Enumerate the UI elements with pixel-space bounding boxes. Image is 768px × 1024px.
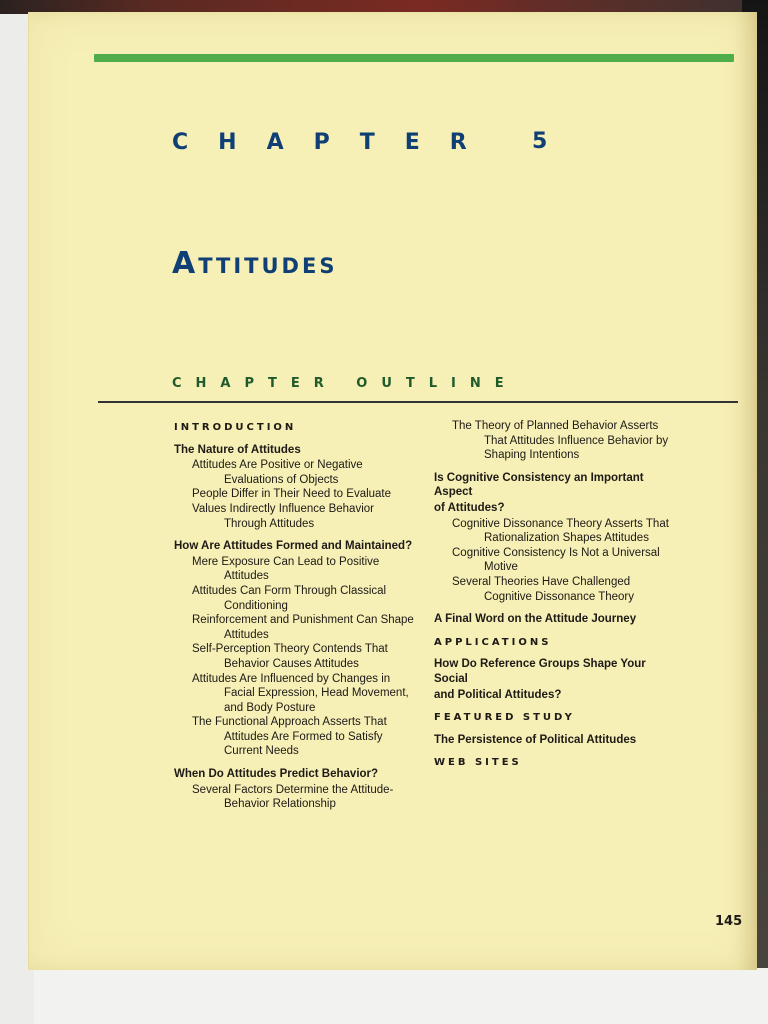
outline-subentry: Cognitive Consistency Is Not a Universal (452, 546, 660, 559)
outline-subentry-continuation: and Body Posture (224, 701, 316, 714)
chapter-outline-heading: CHAPTER OUTLINE (172, 376, 518, 391)
outline-subentry-continuation: Current Needs (224, 745, 299, 758)
scan-bottom-margin (34, 968, 768, 1024)
green-rule (94, 54, 734, 62)
outline-heading-entry: The Nature of Attitudes (174, 443, 301, 456)
outline-spacer (174, 531, 424, 539)
outline-divider (98, 401, 738, 403)
outline-subentry-continuation: Behavior Relationship (224, 798, 336, 811)
chapter-title: Attitudes (172, 246, 338, 281)
outline-subentry-continuation: Rationalization Shapes Attitudes (484, 532, 649, 545)
outline-subentry: The Functional Approach Asserts That (192, 716, 387, 729)
outline-spacer (434, 748, 674, 756)
outline-subentry-continuation: Attitudes (224, 628, 269, 641)
outline-subentry-continuation: Conditioning (224, 599, 288, 612)
outline-subentry-continuation: Cognitive Dissonance Theory (484, 590, 635, 603)
outline-spacer (174, 759, 424, 767)
outline-subentry: Mere Exposure Can Lead to Positive (192, 555, 380, 568)
outline-subentry: Attitudes Are Positive or Negative (192, 459, 363, 472)
outline-subentry-continuation: Attitudes (224, 570, 269, 583)
outline-subentry-continuation: Attitudes Are Formed to Satisfy (224, 730, 383, 743)
chapter-letter: E (404, 130, 420, 155)
outline-column-left (174, 421, 424, 812)
outline-subentry: Several Theories Have Challenged (452, 575, 631, 588)
outline-spacer (434, 463, 674, 471)
outline-subentry: Attitudes Can Form Through Classical (192, 584, 387, 597)
outline-subentry: People Differ in Their Need to Evaluate (192, 488, 392, 501)
outline-subentry-continuation: Evaluations of Objects (224, 473, 339, 486)
outline-heading-entry: and Political Attitudes? (434, 688, 562, 701)
outline-subentry: Reinforcement and Punishment Can Shape (192, 614, 414, 627)
outline-subentry: Self-Perception Theory Contends That (192, 643, 388, 656)
chapter-letter: T (359, 130, 375, 155)
outline-subentry-continuation: Motive (484, 561, 518, 574)
chapter-letter: A (266, 130, 284, 155)
outline-subentry: Several Factors Determine the Attitude- (192, 783, 394, 796)
outline-subentry-continuation: Facial Expression, Head Movement, (224, 687, 409, 700)
outline-subentry-continuation: Shaping Intentions (484, 449, 580, 462)
outline-heading-entry: How Are Attitudes Formed and Maintained? (174, 540, 413, 553)
outline-subentry-continuation: Through Attitudes (224, 517, 315, 530)
outline-subentry: The Theory of Planned Behavior Asserts (452, 420, 659, 432)
outline-spacer (434, 703, 674, 711)
outline-section-label: INTRODUCTION (174, 422, 297, 433)
outline-heading-entry: How Do Reference Groups Shape Your Social (434, 658, 646, 685)
outline-heading-entry: of Attitudes? (434, 501, 505, 514)
outline-spacer (434, 604, 674, 612)
chapter-letter: C (172, 130, 189, 155)
outline-subentry: Attitudes Are Influenced by Changes in (192, 672, 391, 685)
outline-section-label: WEB SITES (434, 757, 522, 769)
outline-section-label: APPLICATIONS (434, 636, 552, 648)
chapter-label (172, 130, 467, 155)
chapter-number: 5 (532, 129, 548, 154)
outline-subentry: Cognitive Dissonance Theory Asserts That (452, 517, 669, 530)
chapter-letter: H (218, 130, 237, 155)
chapter-letter: R (449, 130, 467, 155)
outline-section-label: FEATURED STUDY (434, 712, 575, 724)
outline-heading-entry: Is Cognitive Consistency an Important Aspect (434, 471, 644, 499)
outline-column-right (434, 419, 674, 778)
chapter-letter: P (313, 130, 330, 155)
outline-subentry-continuation: That Attitudes Influence Behavior by (484, 434, 669, 447)
outline-heading-entry: A Final Word on the Attitude Journey (434, 613, 637, 626)
page-number: 145 (715, 914, 743, 929)
outline-heading-entry: The Persistence of Political Attitudes (434, 733, 637, 746)
outline-heading-entry: When Do Attitudes Predict Behavior? (174, 768, 379, 781)
outline-subentry: Values Indirectly Influence Behavior (192, 502, 374, 515)
outline-subentry-continuation: Behavior Causes Attitudes (224, 657, 359, 670)
outline-spacer (434, 628, 674, 636)
